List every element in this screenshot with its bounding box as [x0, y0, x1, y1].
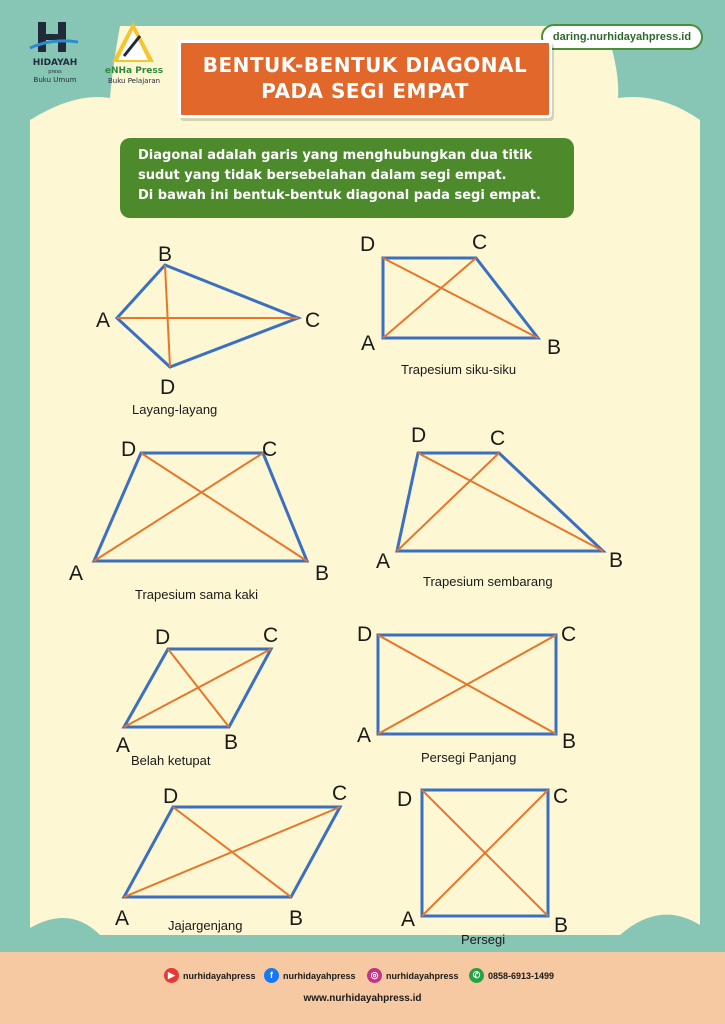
rectangle-label-c: C	[561, 623, 577, 646]
parallelogram-label-c: C	[332, 782, 348, 805]
shape-layang-layang	[96, 243, 320, 399]
scalene-trap-outline	[397, 453, 603, 551]
facebook-link[interactable]	[264, 968, 356, 983]
caption-trapesium-sama-kaki: Trapesium sama kaki	[135, 587, 259, 602]
kite-diagonal-bd	[165, 265, 170, 367]
scalene-trap-label-a: A	[376, 550, 391, 573]
rectangle-label-b: B	[562, 730, 577, 753]
parallelogram-diagonal-bd	[173, 807, 291, 897]
right-trap-label-a: A	[361, 332, 376, 355]
enha-caption: Buku Pelajaran	[107, 77, 161, 85]
iso-trap-outline	[94, 453, 307, 561]
shape-belah-ketupat	[116, 624, 278, 757]
iso-trap-diagonal-ac	[94, 453, 263, 561]
square-label-d: D	[397, 788, 413, 811]
right-trap-label-d: D	[360, 233, 376, 256]
caption-trapesium-sembarang: Trapesium sembarang	[423, 574, 553, 589]
hidayah-caption: Buku Umum	[33, 76, 77, 84]
whatsapp-link[interactable]	[469, 968, 554, 983]
youtube-link[interactable]	[164, 968, 256, 983]
parallelogram-label-a: A	[115, 907, 130, 930]
scalene-trap-diagonal-ac	[397, 453, 499, 551]
instagram-icon: ◎	[367, 968, 382, 983]
kite-label-b: B	[158, 243, 173, 266]
intro-line-2: sudut yang tidak bersebelahan dalam segi empat.	[138, 168, 507, 183]
scalene-trap-diagonal-bd	[418, 453, 603, 551]
scalene-trap-label-b: B	[609, 549, 624, 572]
kite-label-c: C	[305, 309, 321, 332]
iso-trap-label-d: D	[121, 438, 137, 461]
kite-label-a: A	[96, 309, 111, 332]
whatsapp-icon: ✆	[469, 968, 484, 983]
intro-line-1: Diagonal adalah garis yang menghubungkan dua titik	[138, 148, 533, 163]
youtube-icon: ▶	[164, 968, 179, 983]
website-link[interactable]: www.nurhidayahpress.id	[303, 993, 422, 1004]
enha-brand: eNHa Press	[104, 66, 164, 76]
right-trap-diagonal-bd	[383, 258, 538, 338]
rhombus-label-a: A	[116, 734, 131, 757]
kite-label-d: D	[160, 376, 176, 399]
parallelogram-label-d: D	[163, 785, 179, 808]
parallelogram-label-b: B	[289, 907, 304, 930]
intro-line-3: Di bawah ini bentuk-bentuk diagonal pada segi empat.	[138, 188, 541, 203]
facebook-icon: f	[264, 968, 279, 983]
iso-trap-diagonal-bd	[141, 453, 307, 561]
url-badge[interactable]: daring.nurhidayahpress.id	[541, 24, 703, 50]
rhombus-diagonal-bd	[168, 649, 229, 727]
youtube-handle: nurhidayahpress	[183, 970, 256, 981]
right-trap-label-b: B	[547, 336, 562, 359]
whatsapp-number: 0858-6913-1499	[488, 970, 555, 981]
shape-jajargenjang	[115, 782, 347, 930]
caption-trapesium-siku-siku: Trapesium siku-siku	[401, 362, 517, 377]
rectangle-label-a: A	[357, 724, 372, 747]
caption-persegi: Persegi	[461, 932, 506, 947]
instagram-handle: nurhidayahpress	[386, 970, 459, 981]
shape-persegi	[397, 785, 568, 937]
right-trap-label-c: C	[472, 231, 488, 254]
square-label-c: C	[553, 785, 569, 808]
shape-trapesium-sama-kaki	[69, 438, 329, 585]
shape-trapesium-sembarang	[376, 424, 623, 573]
caption-persegi-panjang: Persegi Panjang	[421, 750, 517, 765]
kite-outline	[117, 265, 298, 367]
caption-belah-ketupat: Belah ketupat	[131, 753, 211, 768]
shape-trapesium-siku-siku	[360, 231, 561, 359]
rhombus-label-c: C	[263, 624, 279, 647]
facebook-handle: nurhidayahpress	[283, 970, 356, 981]
title-line-2: PADA SEGI EMPAT	[261, 79, 469, 103]
instagram-link[interactable]	[367, 968, 459, 983]
caption-jajargenjang: Jajargenjang	[168, 918, 243, 933]
title-line-1: BENTUK-BENTUK DIAGONAL	[202, 53, 528, 77]
square-label-b: B	[554, 914, 569, 937]
hidayah-brand: HIDAYAH	[32, 58, 78, 68]
iso-trap-label-b: B	[315, 562, 330, 585]
caption-layang-layang: Layang-layang	[132, 402, 218, 417]
rhombus-label-b: B	[224, 731, 239, 754]
square-label-a: A	[401, 908, 416, 931]
scalene-trap-label-d: D	[411, 424, 427, 447]
iso-trap-label-a: A	[69, 562, 84, 585]
footer-bar	[0, 952, 725, 1024]
iso-trap-label-c: C	[262, 438, 278, 461]
scalene-trap-label-c: C	[490, 427, 506, 450]
rectangle-label-d: D	[357, 623, 373, 646]
rhombus-label-d: D	[155, 626, 171, 649]
shape-persegi-panjang	[357, 623, 576, 753]
hidayah-sub: press	[48, 69, 62, 75]
